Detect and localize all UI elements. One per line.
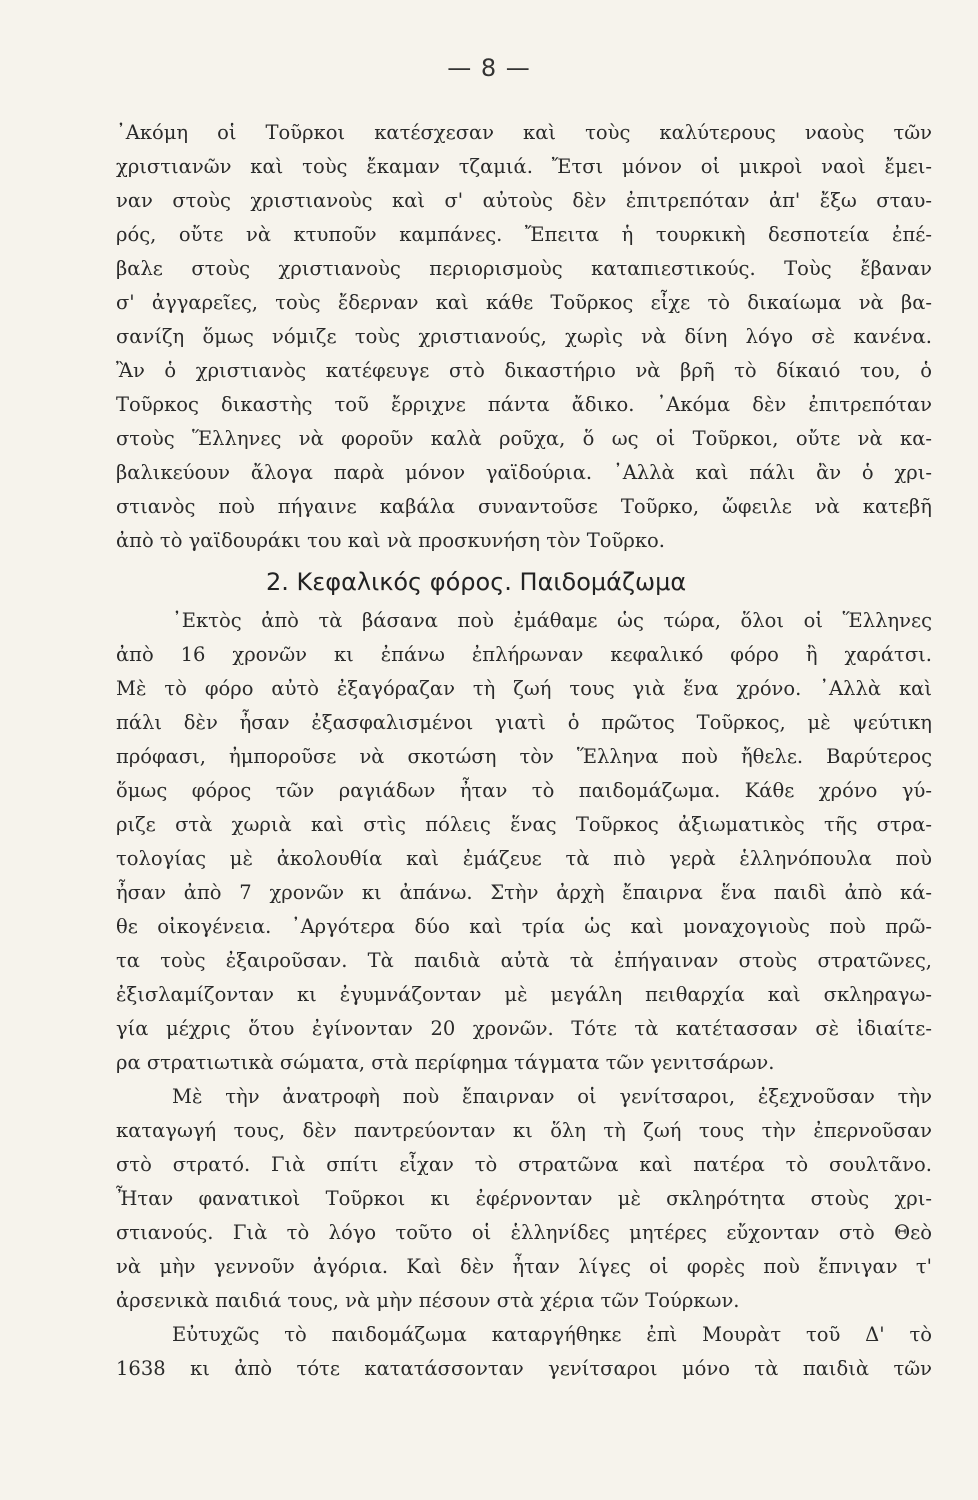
text-line: χριστιανῶν καὶ τοὺς ἔκαμαν τζαμιά. Ἔτσι μόνον οἱ μικροὶ ναοὶ ἔμει-: [116, 155, 932, 178]
text-line: στὸ στρατό. Γιὰ σπίτι εἶχαν τὸ στρατῶνα καὶ πατέρα τὸ σουλτᾶνο.: [116, 1153, 932, 1176]
text-line: ἀρσενικὰ παιδιά τους, νὰ μὴν πέσουν στὰ χέρια τῶν Τούρκων.: [116, 1289, 740, 1312]
text-line: ρα στρατιωτικὰ σώματα, στὰ περίφημα τάγματα τῶν γενιτσάρων.: [116, 1051, 775, 1074]
text-line: τα τοὺς ἐξαιροῦσαν. Τὰ παιδιὰ αὐτὰ τὰ ἐπήγαιναν στοὺς στρατῶνες,: [116, 949, 932, 972]
text-line: Ἦταν φανατικοὶ Τοῦρκοι κι ἐφέρνονταν μὲ σκληρότητα στοὺς χρι-: [116, 1187, 932, 1210]
paragraph-4: [116, 1318, 932, 1386]
page-number: — 8 —: [447, 54, 531, 82]
text-line: τολογίας μὲ ἀκολουθία καὶ ἐμάζευε τὰ πιὸ γερὰ ἑλληνόπουλα ποὺ: [116, 847, 932, 870]
text-line: θε οἰκογένεια. ᾿Αργότερα δύο καὶ τρία ὡς καὶ μοναχογιοὺς ποὺ πρῶ-: [116, 915, 932, 938]
text-line: καταγωγή τους, δὲν παντρεύονταν κι ὅλη τὴ ζωή τους τὴν ἐπερνοῦσαν: [116, 1119, 932, 1142]
text-line: ἀπὸ 16 χρονῶν κι ἐπάνω ἐπλήρωναν κεφαλικό φόρο ἢ χαράτσι.: [116, 643, 932, 666]
text-line: ᾿Ακόμη οἱ Τοῦρκοι κατέσχεσαν καὶ τοὺς καλύτερους ναοὺς τῶν: [116, 121, 932, 144]
text-line: βαλικεύουν ἄλογα παρὰ μόνον γαϊδούρια. ᾿Αλλὰ καὶ πάλι ἂν ὁ χρι-: [116, 461, 932, 484]
text-line: Μὲ τὴν ἀνατροφὴ ποὺ ἔπαιρναν οἱ γενίτσαροι, ἐξεχνοῦσαν τὴν: [172, 1085, 932, 1108]
paragraph-3: [116, 1080, 932, 1318]
section-heading: 2. Κεφαλικός φόρος. Παιδομάζωμα: [266, 568, 687, 596]
text-line: στοὺς Ἕλληνες νὰ φοροῦν καλὰ ροῦχα, ὅ ως οἱ Τοῦρκοι, οὔτε νὰ κα-: [116, 427, 932, 450]
text-line: νὰ μὴν γεννοῦν ἀγόρια. Καὶ δὲν ἦταν λίγες οἱ φορὲς ποὺ ἔπνιγαν τ': [116, 1255, 932, 1278]
page-text: [116, 116, 932, 1386]
text-line: ἦσαν ἀπὸ 7 χρονῶν κι ἀπάνω. Στὴν ἀρχὴ ἔπαιρνα ἕνα παιδὶ ἀπὸ κά-: [116, 881, 932, 904]
text-line: Τοῦρκος δικαστὴς τοῦ ἔρριχνε πάντα ἄδικο. ᾿Ακόμα δὲν ἐπιτρεπόταν: [116, 393, 932, 416]
text-line: γία μέχρις ὅτου ἐγίνονταν 20 χρονῶν. Τότε τὰ κατέτασσαν σὲ ἰδιαίτε-: [116, 1017, 932, 1040]
text-line: στιανούς. Γιὰ τὸ λόγο τοῦτο οἱ ἑλληνίδες μητέρες εὔχονταν στὸ Θεὸ: [116, 1221, 932, 1244]
text-line: ρός, οὔτε νὰ κτυποῦν καμπάνες. Ἔπειτα ἡ τουρκικὴ δεσποτεία ἐπέ-: [116, 223, 932, 246]
text-line: ριζε στὰ χωριὰ καὶ στὶς πόλεις ἕνας Τοῦρκος ἀξιωματικὸς τῆς στρα-: [116, 813, 932, 836]
text-line: Εὐτυχῶς τὸ παιδομάζωμα καταργήθηκε ἐπὶ Μουρὰτ τοῦ Δ' τὸ: [172, 1323, 932, 1346]
paragraph-2: [116, 604, 932, 1080]
text-line: βαλε στοὺς χριστιανοὺς περιορισμοὺς καταπιεστικούς. Τοὺς ἔβαναν: [116, 257, 932, 280]
text-line: πρόφασι, ἠμποροῦσε νὰ σκοτώση τὸν Ἕλληνα ποὺ ἤθελε. Βαρύτερος: [116, 745, 932, 768]
text-line: ᾿Εκτὸς ἀπὸ τὰ βάσανα ποὺ ἐμάθαμε ὡς τώρα, ὅλοι οἱ Ἕλληνες: [172, 609, 932, 632]
text-line: σανίζη ὅμως νόμιζε τοὺς χριστιανούς, χωρὶς νὰ δίνη λόγο σὲ κανένα.: [116, 325, 932, 348]
text-line: ὅμως φόρος τῶν ραγιάδων ἦταν τὸ παιδομάζωμα. Κάθε χρόνο γύ-: [116, 779, 932, 802]
text-line: ἐξισλαμίζονταν κι ἐγυμνάζονταν μὲ μεγάλη πειθαρχία καὶ σκληραγω-: [116, 983, 932, 1006]
text-line: πάλι δὲν ἦσαν ἐξασφαλισμένοι γιατὶ ὁ πρῶτος Τοῦρκος, μὲ ψεύτικη: [116, 711, 932, 734]
text-line: στιανὸς ποὺ πήγαινε καβάλα συναντοῦσε Τοῦρκο, ὤφειλε νὰ κατεβῆ: [116, 495, 932, 518]
text-line: 1638 κι ἀπὸ τότε κατατάσσονταν γενίτσαροι μόνο τὰ παιδιὰ τῶν: [116, 1357, 932, 1380]
paragraph-1: [116, 116, 932, 558]
text-line: Μὲ τὸ φόρο αὐτὸ ἐξαγόραζαν τὴ ζωή τους γιὰ ἕνα χρόνο. ᾿Αλλὰ καὶ: [116, 677, 932, 700]
text-line: Ἂν ὁ χριστιανὸς κατέφευγε στὸ δικαστήριο νὰ βρῆ τὸ δίκαιό του, ὁ: [116, 359, 932, 382]
text-line: σ' ἀγγαρεῖες, τοὺς ἔδερναν καὶ κάθε Τοῦρκος εἶχε τὸ δικαίωμα νὰ βα-: [116, 291, 932, 314]
text-line: ναν στοὺς χριστιανοὺς καὶ σ' αὐτοὺς δὲν ἐπιτρεπόταν ἀπ' ἔξω σταυ-: [116, 189, 932, 212]
text-line: ἀπὸ τὸ γαϊδουράκι του καὶ νὰ προσκυνήση τὸν Τοῦρκο.: [116, 529, 665, 552]
